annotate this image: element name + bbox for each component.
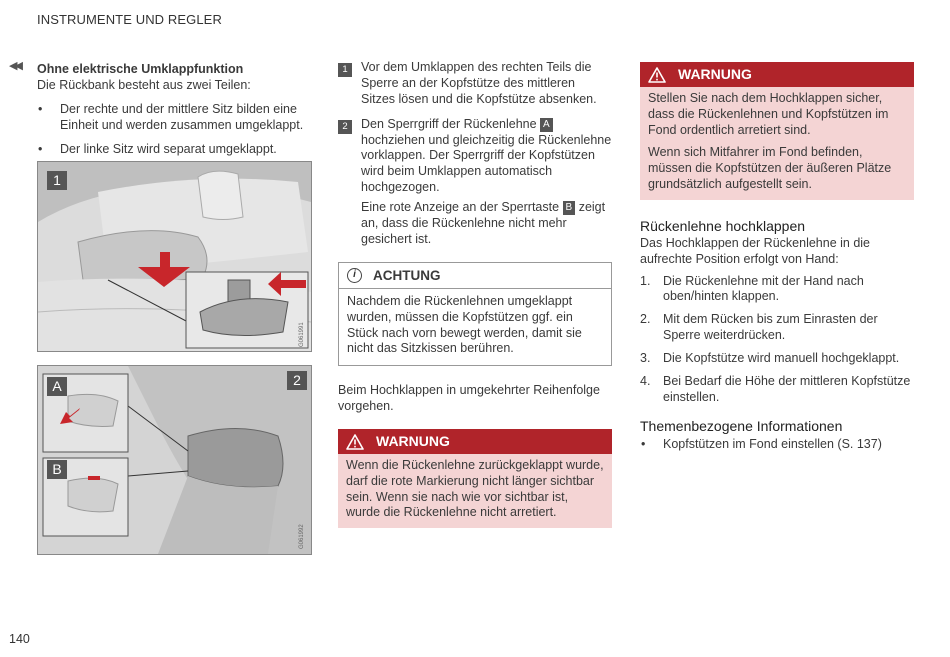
list-item: • Der rechte und der mittlere Sitz bilden eine Einheit und werden zusammen umgeklappt. (37, 102, 307, 134)
step-2 (338, 117, 612, 248)
list-item: 3. Die Kopfstütze wird manuell hochgeklappt. (640, 351, 900, 366)
warning-paragraph: Stellen Sie nach dem Hochklappen sicher, dass die Rückenlehnen und Kopfstützen im Fond ordentlich arretiert sind. (648, 90, 889, 137)
caution-title: ACHTUNG (373, 267, 441, 283)
warning-paragraph: Wenn sich Mitfahrer im Fond befinden, müssen die Kopfstützen der äußeren Plätze grundsätzlich aufgestellt sein. (648, 145, 892, 192)
step-text-post: zeigt an, dass die Rückenlehne nicht mehr gesichert ist. (361, 200, 606, 246)
list-item: 1. Die Rückenlehne mit der Hand nach oben/hinten klappen. (640, 273, 864, 304)
intro-text: Die Rückbank besteht aus zwei Teilen: (37, 77, 251, 92)
step-number: 2 (338, 120, 352, 134)
section-heading: Rückenlehne hochklappen (640, 218, 806, 235)
tag-a: A (540, 118, 553, 132)
step-1 (338, 60, 612, 108)
list-item: 4. Bei Bedarf die Höhe der mittleren Kopfstütze einstellen. (640, 373, 911, 404)
step-text-pre: Den Sperrgriff der Rückenlehne (361, 116, 537, 131)
related-heading: Themenbezogene Informationen (640, 417, 843, 434)
column-right (640, 62, 914, 461)
figure-label: 2 (287, 371, 307, 390)
step-text-post: hochziehen und gleichzeitig die Rückenlehne vorklappen. Der Sperrgriff der Kopfstützen wird beim Umklappen automatisch hochgezogen. (361, 132, 612, 195)
reverse-instruction: Beim Hochklappen in umgekehrter Reihenfolge vorgehen. (338, 383, 600, 414)
related-list (640, 437, 914, 453)
back-arrows-icon[interactable]: ◀◀ (9, 60, 20, 72)
warning-title: WARNUNG (678, 66, 752, 82)
figure-code: G061992 (299, 524, 305, 549)
seat-fold-illustration-2 (38, 366, 311, 554)
inset-label-b: B (47, 460, 67, 479)
step-text: Vor dem Umklappen des rechten Teils die Sperre an der Kopfstütze des mittleren Sitzes lösen und die Kopfstütze absenken. (361, 60, 597, 106)
caution-text: Nachdem die Rückenlehnen umgeklappt wurden, müssen die Kopfstützen ggf. ein Stück nach vorn bewegt werden, damit sie nicht das Sitzkissen berühren. (347, 293, 582, 356)
section-subheading: Ohne elektrische Umklappfunktion (37, 62, 244, 76)
warning-body (640, 87, 914, 200)
info-icon: i (347, 268, 362, 283)
seat-fold-illustration-1 (38, 162, 311, 351)
list-item: 2. Mit dem Rücken bis zum Einrasten der Sperre weiterdrücken. (640, 312, 878, 343)
list-item: • Der linke Sitz wird separat umgeklappt. (37, 142, 307, 158)
figure-label: 1 (47, 171, 67, 190)
figure-1-seat-illustration (37, 161, 312, 352)
caution-box (338, 262, 612, 367)
inset-label-a: A (47, 377, 67, 396)
step-number: 1 (338, 63, 352, 77)
steps-list (640, 274, 914, 406)
related-link[interactable]: • Kopfstützen im Fond einstellen (S. 137) (640, 437, 914, 453)
caution-header (339, 263, 611, 289)
warning-header (338, 429, 612, 454)
warning-text: Wenn die Rückenlehne zurückgeklappt wurde, darf die rote Markierung nicht länger sichtbar sein. Wenn sie nach wie vor sichtbar ist, wurde die Rückenlehne nicht arretiert. (346, 457, 604, 520)
page-header: INSTRUMENTE UND REGLER (37, 12, 222, 27)
warning-title: WARNUNG (376, 433, 450, 450)
page-number: 140 (9, 632, 30, 646)
warning-triangle-icon (648, 67, 666, 83)
bullet-list (37, 102, 307, 158)
figure-2-seat-illustration (37, 365, 312, 555)
step-text-pre: Eine rote Anzeige an der Sperrtaste (361, 200, 560, 214)
warning-box (640, 62, 914, 200)
column-middle (338, 60, 612, 528)
column-left (37, 62, 307, 165)
warning-triangle-icon (346, 434, 364, 450)
section-intro: Das Hochklappen der Rückenlehne in die aufrechte Position erfolgt von Hand: (640, 235, 871, 266)
figure-code: G061991 (299, 322, 305, 347)
warning-box (338, 429, 612, 528)
warning-header (640, 62, 914, 87)
tag-b: B (563, 201, 576, 215)
